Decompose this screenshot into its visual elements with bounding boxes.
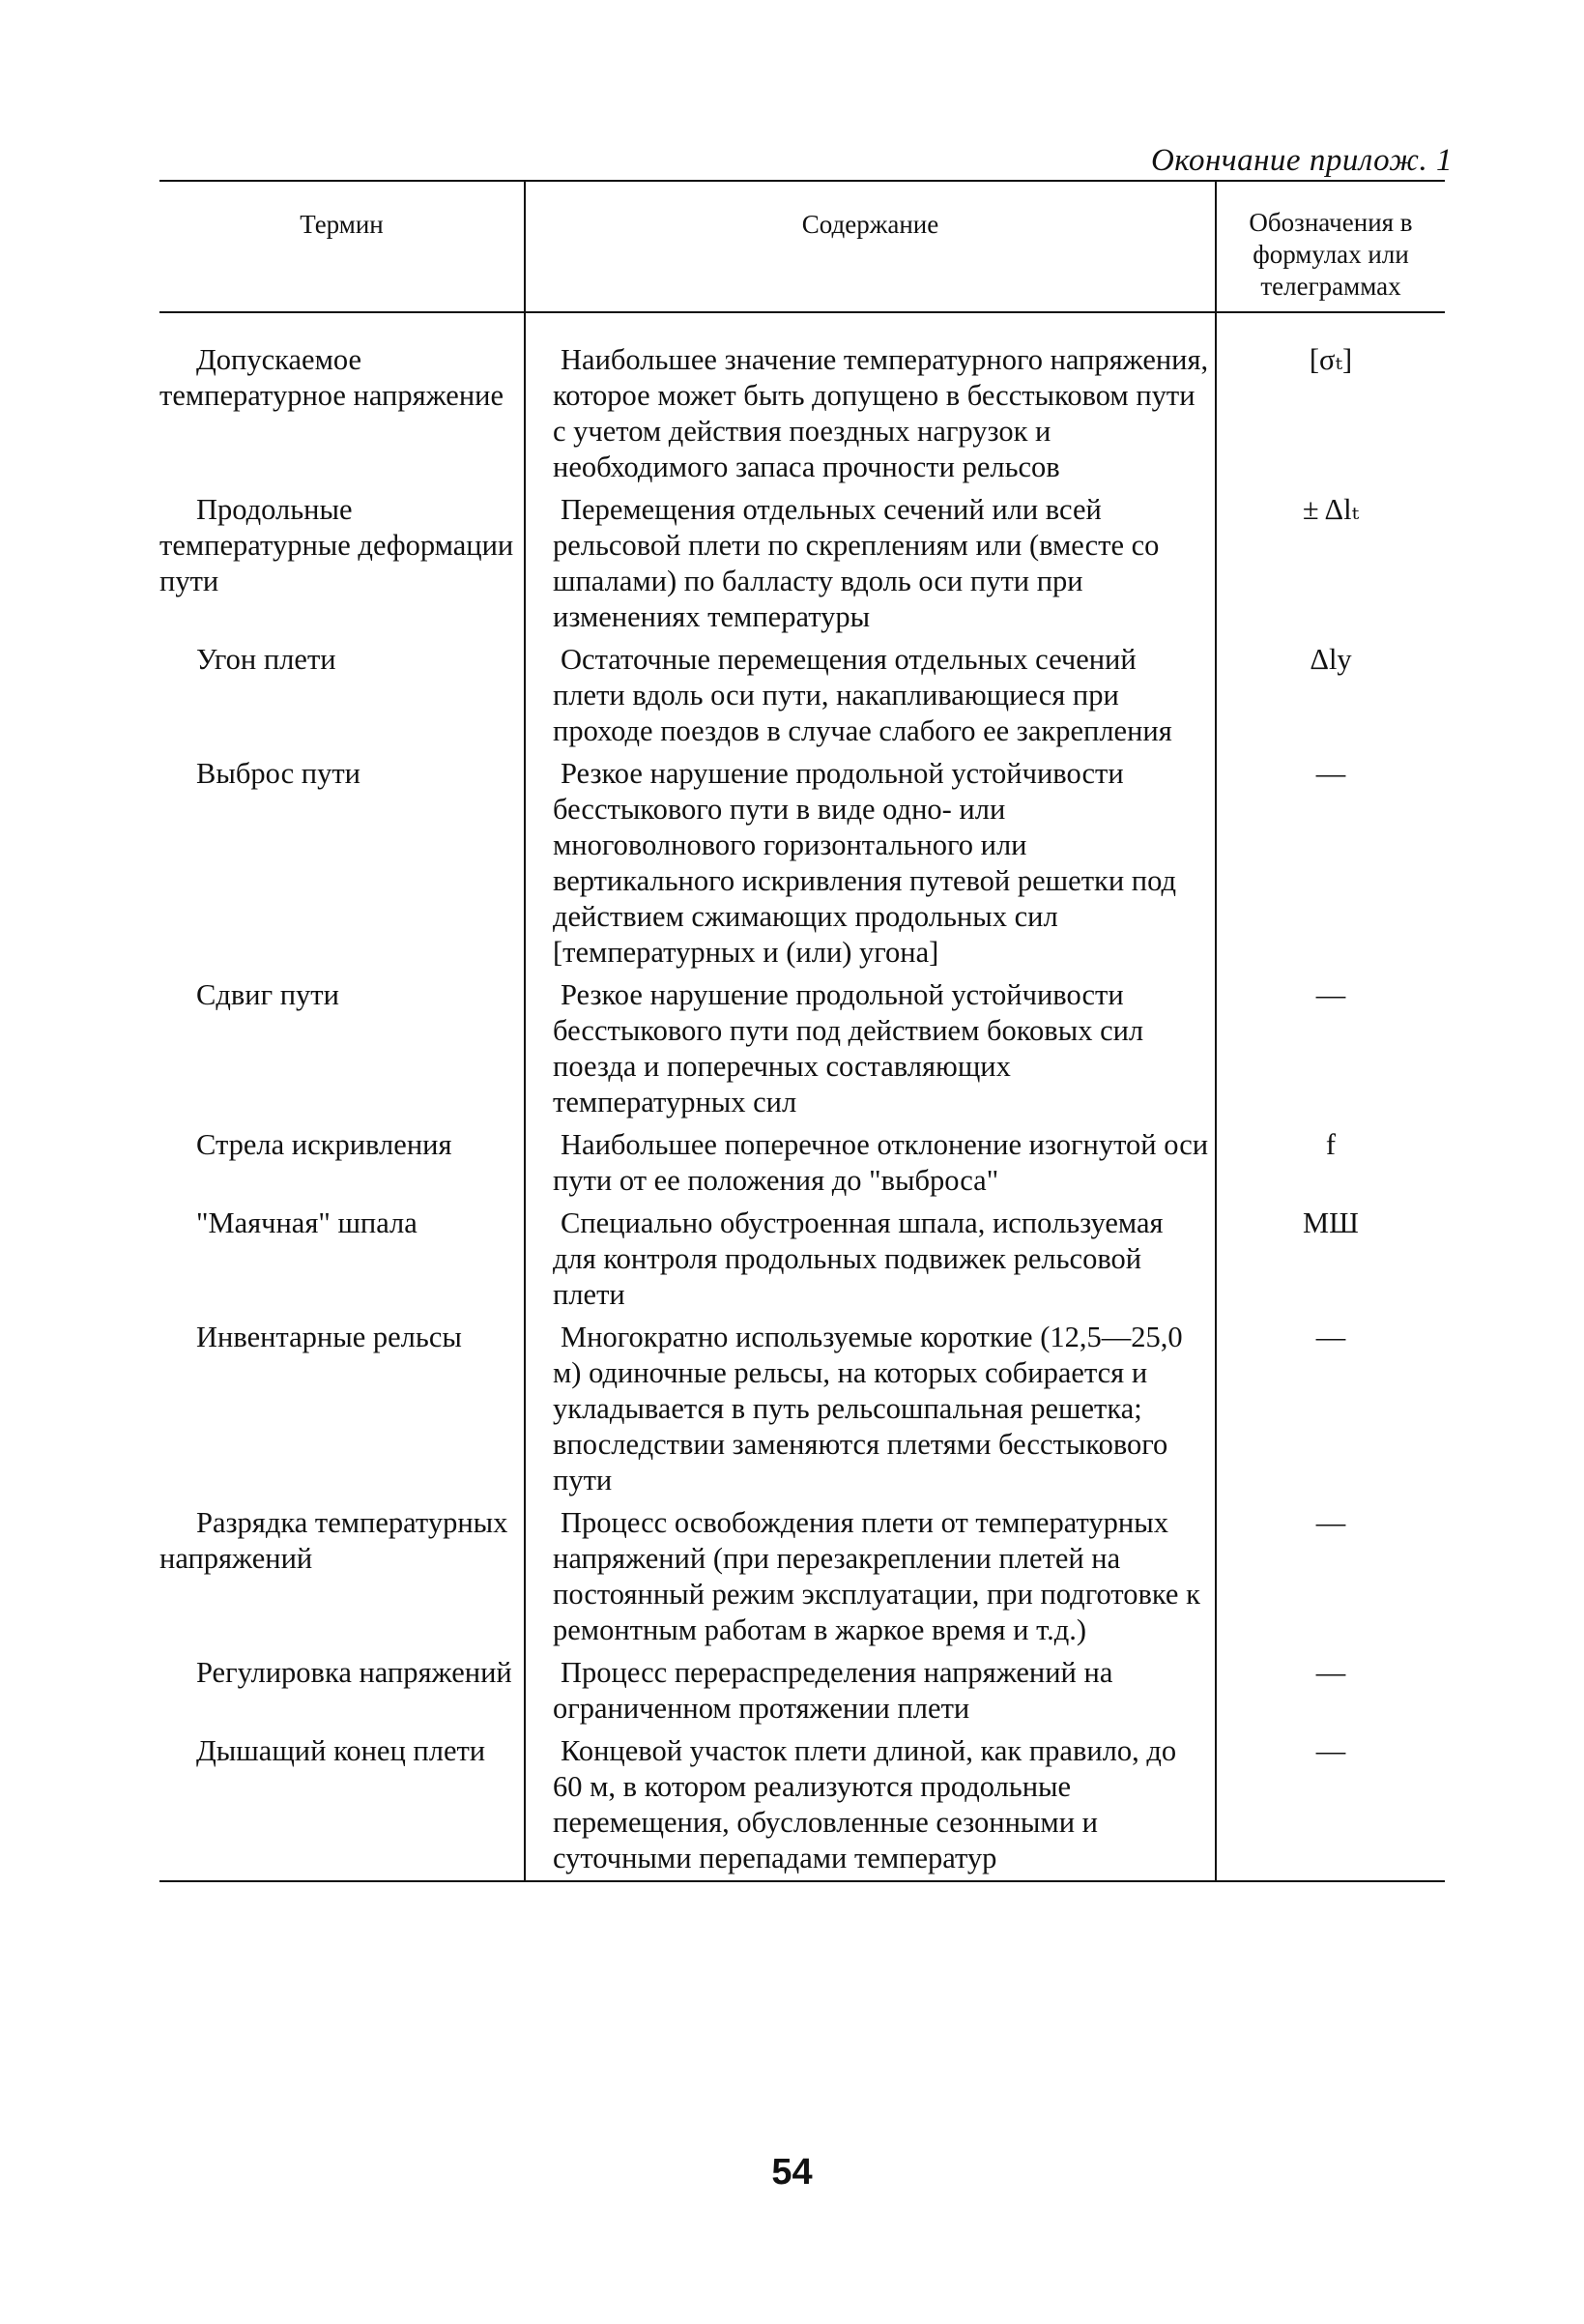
content-text: Процесс перераспределения напряжений на ограниченном протяжении плети [553,1656,1113,1725]
table-row [159,1206,1445,1320]
term-cell [159,1655,525,1733]
table-row [159,492,1445,642]
content-cell [525,1733,1216,1881]
term-cell [159,1127,525,1206]
content-cell [525,1206,1216,1320]
symbol-cell: — [1315,1656,1346,1689]
term-text: Разрядка температурных напряжений [159,1506,508,1575]
symbol-cell: — [1216,1733,1445,1881]
term-cell [159,1733,525,1881]
term-cell [159,1206,525,1320]
table-row [159,312,1445,492]
term-text: Выброс пути [196,757,360,790]
header-symbol: Обозначения в формулах или телеграммах [1216,181,1445,312]
symbol-cell: Δlу [1310,643,1352,676]
table-row [159,1655,1445,1733]
content-text: Наибольшее значение температурного напряжения, которое может быть допущено в бесстыковом пути с учетом действия поездных нагрузок и необходимого запаса прочности рельсов [553,343,1209,483]
term-cell [159,977,525,1127]
symbol-cell: МШ [1303,1206,1359,1239]
table-row [159,1733,1445,1881]
content-cell [525,312,1216,492]
term-cell [159,1320,525,1505]
content-text: Наибольшее поперечное отклонение изогнутой оси пути от ее положения до "выброса" [553,1128,1209,1197]
symbol-cell: [σₜ] [1309,343,1353,376]
content-cell [525,1655,1216,1733]
header-term: Термин [159,181,525,312]
table-row [159,1320,1445,1505]
symbol-cell: f [1325,1128,1337,1161]
table-row [159,977,1445,1127]
symbol-cell: — [1315,1506,1346,1539]
table-row [159,642,1445,756]
content-text: Концевой участок плети длиной, как правило, до 60 м, в котором реализуются продольные перемещения, обусловленные сезонными и суточными перепадами температур [553,1734,1177,1874]
content-cell [525,492,1216,642]
content-text: Резкое нарушение продольной устойчивости бесстыкового пути под действием боковых сил поезда и поперечных составляющих температурных сил [553,978,1144,1118]
content-cell [525,642,1216,756]
content-text: Специально обустроенная шпала, используемая для контроля продольных подвижек рельсовой плети [553,1206,1164,1311]
term-text: Угон плети [196,643,336,676]
term-text: Инвентарные рельсы [196,1321,462,1353]
term-cell [159,1505,525,1655]
content-text: Процесс освобождения плети от температурных напряжений (при перезакреплении плетей на постоянный режим эксплуатации, при подготовке к ремонтным работам в жаркое время и т.д.) [553,1506,1200,1646]
term-text: Продольные температурные деформации пути [159,493,514,597]
symbol-cell: — [1315,978,1346,1011]
header-content: Содержание [525,181,1216,312]
term-text: Регулировка напряжений [196,1656,512,1689]
term-text: Стрела искривления [196,1128,452,1161]
content-cell [525,1505,1216,1655]
page-number: 54 [771,2152,813,2193]
table-header-row [159,181,1445,312]
term-cell [159,492,525,642]
symbol-cell: — [1315,757,1346,790]
content-text: Перемещения отдельных сечений или всей рельсовой плети по скреплениям или (вместе со шпалами) по балласту вдоль оси пути при изменениях температуры [553,493,1160,633]
symbol-cell: ± Δlₜ [1302,493,1360,526]
term-text: Допускаемое температурное напряжение [159,343,504,412]
content-cell [525,977,1216,1127]
term-text: Дышащий конец плети [196,1734,486,1767]
table-row [159,1505,1445,1655]
appendix-caption: Окончание прилож. 1 [1150,143,1453,178]
content-text: Остаточные перемещения отдельных сечений плети вдоль оси пути, накапливающиеся при проходе поездов в случае слабого ее закрепления [553,643,1172,747]
term-text: Сдвиг пути [196,978,339,1011]
term-cell [159,312,525,492]
content-cell [525,1320,1216,1505]
content-text: Резкое нарушение продольной устойчивости бесстыкового пути в виде одно- или многоволнового горизонтального или вертикального искривления путевой решетки под действием сжимающих продольных сил [температурных и (или) угона] [553,757,1176,969]
content-cell [525,756,1216,977]
symbol-cell: — [1315,1321,1346,1353]
table-row [159,756,1445,977]
term-cell [159,642,525,756]
terms-table [159,180,1445,1882]
term-cell [159,756,525,977]
content-cell [525,1127,1216,1206]
table-row [159,1127,1445,1206]
term-text: "Маячная" шпала [196,1206,418,1239]
content-text: Многократно используемые короткие (12,5—25,0 м) одиночные рельсы, на которых собирается и укладывается в путь рельсошпальная решетка; впоследствии заменяются плетями бесстыкового пути [553,1321,1183,1496]
